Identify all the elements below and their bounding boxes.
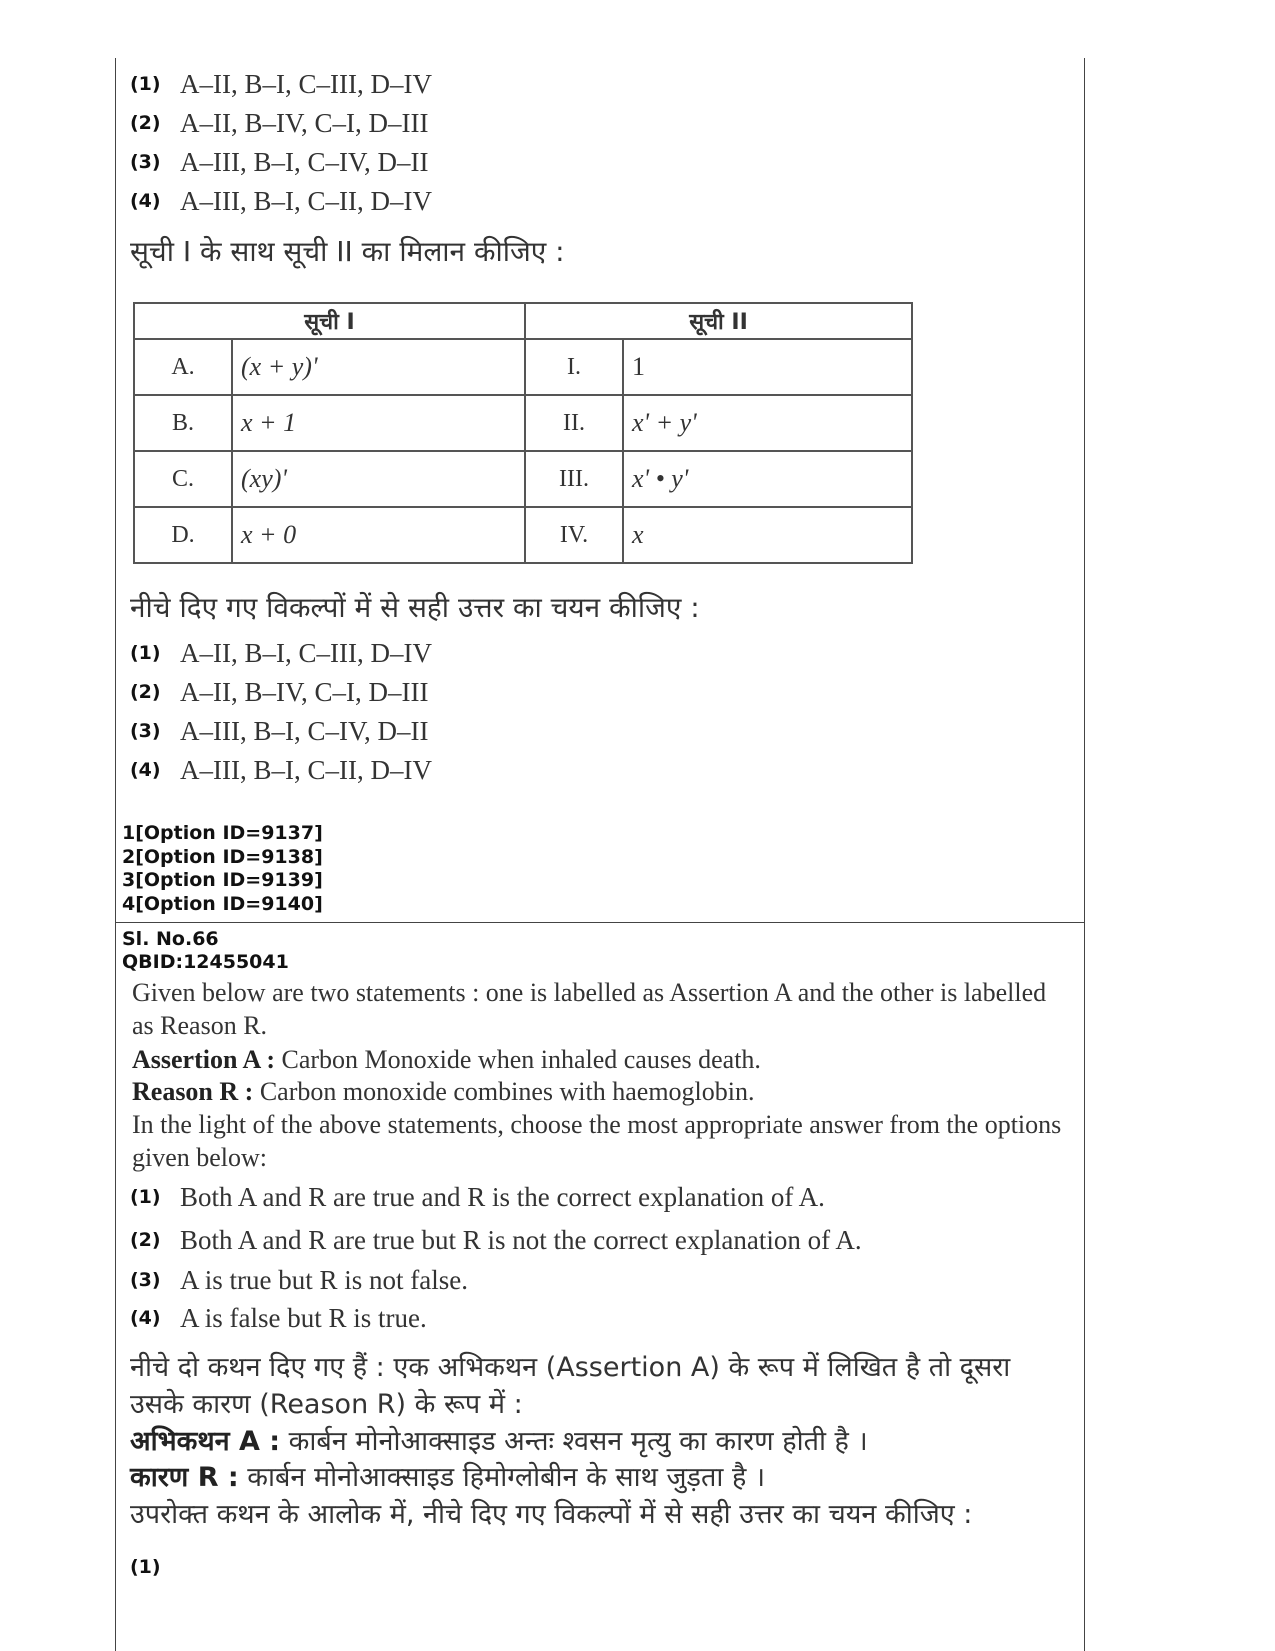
hindi-option-3 xyxy=(130,715,428,747)
row-value: 1 xyxy=(623,339,912,395)
row-label: A. xyxy=(134,339,232,395)
option-number: (3) xyxy=(130,151,161,173)
assertion-label: Assertion A : xyxy=(132,1045,275,1074)
reason-text: Carbon monoxide combines with haemoglobin. xyxy=(253,1077,755,1106)
table-header-row xyxy=(134,303,912,339)
q66-option-3 xyxy=(130,1264,468,1296)
option-number: (3) xyxy=(130,1269,161,1291)
option-text: A–III, B–I, C–IV, D–II xyxy=(180,715,429,746)
table-row xyxy=(134,395,912,451)
assertion-text: Carbon Monoxide when inhaled causes death. xyxy=(275,1045,761,1074)
option-4 xyxy=(130,185,432,217)
question-bank-id: QBID:12455041 xyxy=(122,951,289,973)
question-intro: Given below are two statements : one is labelled as Assertion A and the other is labelled as Reason R. xyxy=(132,978,1047,1040)
row-value: x xyxy=(623,507,912,563)
reason-label: Reason R : xyxy=(132,1077,254,1106)
list1-header: सूची I xyxy=(134,303,525,339)
option-id: 3[Option ID=9139] xyxy=(122,869,323,891)
option-number: (4) xyxy=(130,759,161,781)
option-text: A–III, B–I, C–II, D–IV xyxy=(180,754,432,785)
option-number: (1) xyxy=(130,1186,161,1208)
hindi-q66-option-1 xyxy=(130,1551,180,1583)
row-expression: x + 1 xyxy=(232,395,525,451)
row-expression: (x + y)' xyxy=(232,339,525,395)
reason-line xyxy=(132,1075,1062,1108)
table-row xyxy=(134,507,912,563)
row-value: x' + y' xyxy=(623,395,912,451)
hindi-intro-line-1: नीचे दो कथन दिए गए हैं : एक अभिकथन (Assertion A) के रूप में लिखित है तो दूसरा xyxy=(130,1352,1011,1383)
option-text: A–III, B–I, C–II, D–IV xyxy=(180,185,432,216)
option-number: (4) xyxy=(130,190,161,212)
option-2 xyxy=(130,107,428,139)
row-roman: I. xyxy=(525,339,623,395)
question-divider xyxy=(115,922,1085,923)
option-text: A–III, B–I, C–IV, D–II xyxy=(180,146,429,177)
option-text: A–II, B–IV, C–I, D–III xyxy=(180,676,429,707)
row-expression: x + 0 xyxy=(232,507,525,563)
row-label: C. xyxy=(134,451,232,507)
hindi-reason-line xyxy=(130,1457,765,1494)
q66-option-2 xyxy=(130,1224,862,1256)
hindi-assertion-label: अभिकथन A : xyxy=(130,1426,281,1457)
option-number: (2) xyxy=(130,1229,161,1251)
row-value: x' • y' xyxy=(623,451,912,507)
option-number: (1) xyxy=(130,73,161,95)
hindi-assertion-text: कार्बन मोनोआक्साइड अन्तः श्वसन मृत्यु का कारण होती है । xyxy=(280,1426,868,1457)
hindi-choose-line: उपरोक्त कथन के आलोक में, नीचे दिए गए विकल्पों में से सही उत्तर का चयन कीजिए : xyxy=(130,1499,973,1530)
hindi-intro-line-2: उसके कारण (Reason R) के रूप में : xyxy=(130,1389,523,1420)
option-text: A is true but R is not false. xyxy=(180,1264,468,1295)
option-3 xyxy=(130,146,428,178)
option-number: (1) xyxy=(130,642,161,664)
hindi-choose-instruction: नीचे दिए गए विकल्पों में से सही उत्तर का चयन कीजिए : xyxy=(130,591,700,624)
list2-header: सूची II xyxy=(525,303,912,339)
row-label: B. xyxy=(134,395,232,451)
assertion-line xyxy=(132,1043,1062,1076)
match-table xyxy=(133,302,913,564)
option-text: A is false but R is true. xyxy=(180,1302,427,1333)
row-label: D. xyxy=(134,507,232,563)
row-roman: IV. xyxy=(525,507,623,563)
hindi-assertion-line xyxy=(130,1421,868,1458)
hindi-reason-text: कार्बन मोनोआक्साइड हिमोग्लोबीन के साथ जुड़ता है । xyxy=(238,1462,766,1493)
option-number: (4) xyxy=(130,1307,161,1329)
option-number: (2) xyxy=(130,681,161,703)
option-text: Both A and R are true but R is not the correct explanation of A. xyxy=(180,1224,862,1255)
row-roman: II. xyxy=(525,395,623,451)
q66-option-4 xyxy=(130,1302,427,1334)
option-text: A–II, B–I, C–III, D–IV xyxy=(180,68,432,99)
option-id: 4[Option ID=9140] xyxy=(122,892,323,915)
table-row xyxy=(134,451,912,507)
row-expression: (xy)' xyxy=(232,451,525,507)
hindi-option-1 xyxy=(130,637,432,669)
question-choose: In the light of the above statements, choose the most appropriate answer from the options given below: xyxy=(132,1110,1062,1172)
row-roman: III. xyxy=(525,451,623,507)
option-text: A–II, B–I, C–III, D–IV xyxy=(180,637,432,668)
option-id: 1[Option ID=9137] xyxy=(122,822,323,844)
hindi-option-2 xyxy=(130,676,428,708)
serial-number: Sl. No.66 xyxy=(122,928,219,950)
q66-option-1 xyxy=(130,1181,825,1213)
option-number: (3) xyxy=(130,720,161,742)
option-id: 2[Option ID=9138] xyxy=(122,845,323,868)
option-text: Both A and R are true and R is the correct explanation of A. xyxy=(180,1181,825,1212)
hindi-match-instruction: सूची I के साथ सूची II का मिलान कीजिए : xyxy=(130,235,565,268)
option-number: (2) xyxy=(130,112,161,134)
option-1 xyxy=(130,68,432,100)
hindi-reason-label: कारण R : xyxy=(130,1462,239,1493)
hindi-option-4 xyxy=(130,754,432,786)
option-text: A–II, B–IV, C–I, D–III xyxy=(180,107,429,138)
table-row xyxy=(134,339,912,395)
option-number: (1) xyxy=(130,1556,161,1578)
option-id-list xyxy=(122,822,323,916)
